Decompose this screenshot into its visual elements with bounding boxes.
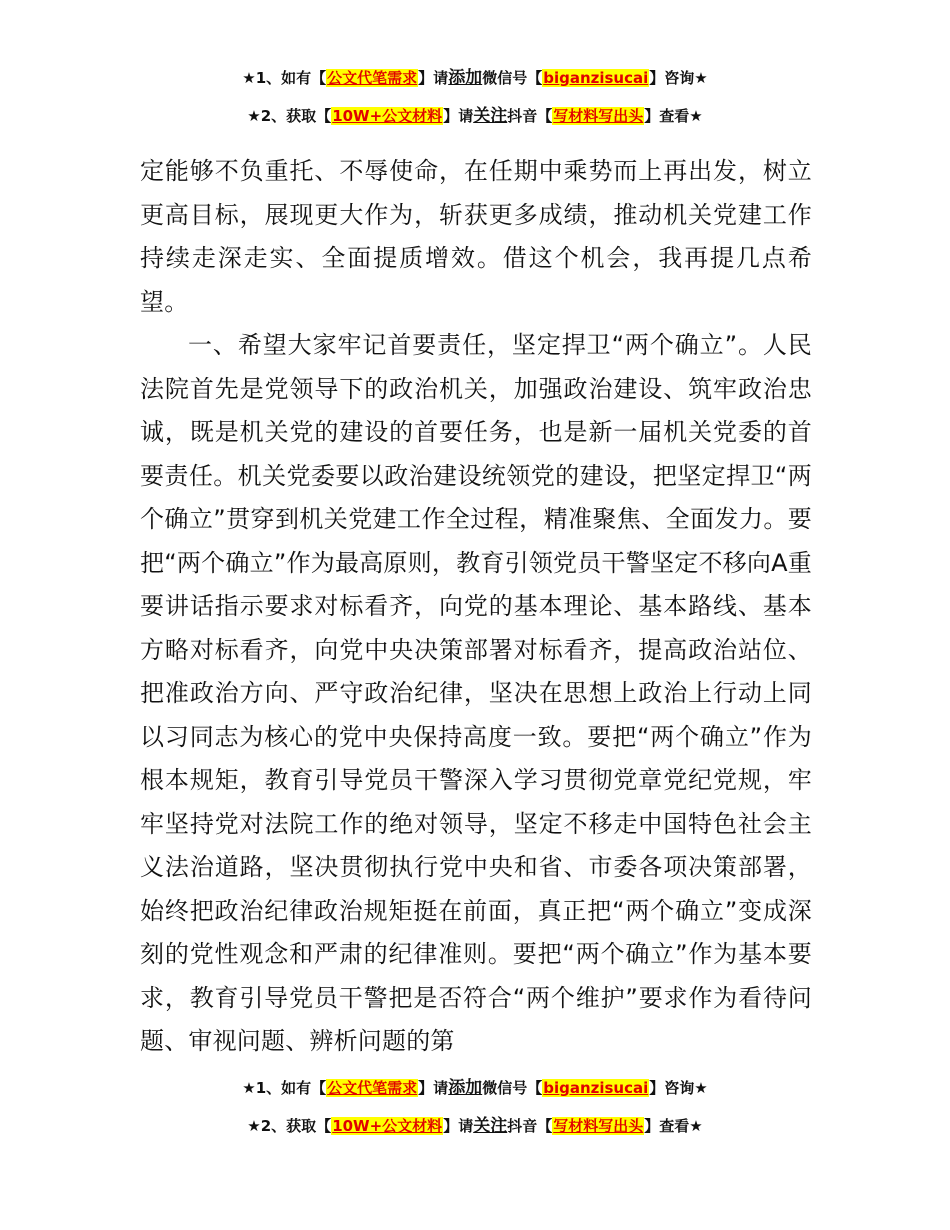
footer-line1-suffix: 】咨询★: [649, 1079, 708, 1097]
header-banner: [0, 62, 950, 126]
header-line1-prefix: ★1、如有【: [242, 69, 327, 87]
footer-line1-mid2: 微信号【: [482, 1079, 543, 1097]
footer-line2-underline: 关注: [473, 1116, 508, 1136]
footer-line2-mid2: 抖音【: [507, 1117, 553, 1135]
footer-line1-highlight-service: 公文代笔需求: [327, 1079, 418, 1097]
header-line1-highlight-wechat: biganzisucai: [543, 69, 649, 87]
footer-line1-underline: 添加: [448, 1078, 483, 1098]
header-line2-highlight-douyin: 写材料写出头: [553, 107, 644, 125]
footer-line2-prefix: ★2、获取【: [247, 1117, 332, 1135]
footer-line1-mid1: 】请: [418, 1079, 449, 1097]
footer-line2-highlight-douyin: 写材料写出头: [553, 1117, 644, 1135]
document-body: [140, 150, 812, 1064]
footer-line2-suffix: 】查看★: [644, 1117, 703, 1135]
header-line2-mid2: 抖音【: [507, 107, 553, 125]
header-line1-mid1: 】请: [418, 69, 449, 87]
footer-banner: [0, 1072, 950, 1136]
footer-line1-prefix: ★1、如有【: [242, 1079, 327, 1097]
footer-line2-highlight-materials: 10W+公文材料: [332, 1117, 443, 1135]
header-banner-line-1: [0, 68, 950, 88]
header-line2-mid1: 】请: [443, 107, 474, 125]
header-line2-suffix: 】查看★: [644, 107, 703, 125]
header-line1-mid2: 微信号【: [482, 69, 543, 87]
footer-banner-line-1: [0, 1078, 950, 1098]
footer-line1-highlight-wechat: biganzisucai: [543, 1079, 649, 1097]
header-line1-suffix: 】咨询★: [649, 69, 708, 87]
document-paragraph-2: 一、希望大家牢记首要责任，坚定捍卫“两个确立”。人民法院首先是党领导下的政治机关，加强政治建设、筑牢政治忠诚，既是机关党的建设的首要任务，也是新一届机关党委的首要责任。机关党委要以政治建设统领党的建设，把坚定捍卫“两个确立”贯穿到机关党建工作全过程，精准聚焦、全面发力。要把“两个确立”作为最高原则，教育引领党员干警坚定不移向A重要讲话指示要求对标看齐，向党的基本理论、基本路线、基本方略对标看齐，向党中央决策部署对标看齐，提高政治站位、把准政治方向、严守政治纪律，坚决在思想上政治上行动上同以习同志为核心的党中央保持高度一致。要把“两个确立”作为根本规矩，教育引导党员干警深入学习贯彻党章党纪党规，牢牢坚持党对法院工作的绝对领导，坚定不移走中国特色社会主义法治道路，坚决贯彻执行党中央和省、市委各项决策部署，始终把政治纪律政治规矩挺在前面，真正把“两个确立”变成深刻的党性观念和严肃的纪律准则。要把“两个确立”作为基本要求，教育引导党员干警把是否符合“两个维护”要求作为看待问题、审视问题、辨析问题的第: [140, 331, 812, 1055]
header-banner-line-2: [0, 106, 950, 126]
document-paragraph-1: 定能够不负重托、不辱使命，在任期中乘势而上再出发，树立更高目标，展现更大作为，斩获更多成绩，推动机关党建工作持续走深走实、全面提质增效。借这个机会，我再提几点希望。: [140, 157, 812, 316]
footer-line2-mid1: 】请: [443, 1117, 474, 1135]
header-line2-highlight-materials: 10W+公文材料: [332, 107, 443, 125]
header-line2-underline: 关注: [473, 106, 508, 126]
header-line1-underline: 添加: [448, 68, 483, 88]
header-line2-prefix: ★2、获取【: [247, 107, 332, 125]
footer-banner-line-2: [0, 1116, 950, 1136]
header-line1-highlight-service: 公文代笔需求: [327, 69, 418, 87]
